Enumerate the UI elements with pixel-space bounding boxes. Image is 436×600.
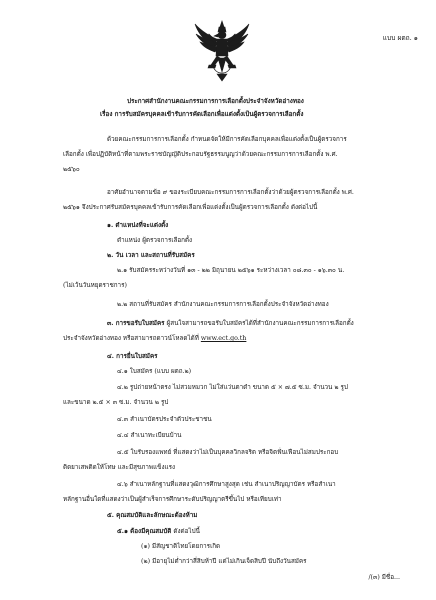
page-continuation: /(๓) มีชื่อ...	[368, 574, 400, 581]
subject-line	[100, 111, 303, 119]
section-4-6: ๔.๖ สำเนาหลักฐานที่แสดงวุฒิการศึกษาสูงสุด เช่น สำเนาปริญญาบัตร หรือสำเนา	[117, 481, 336, 488]
form-code: แบบ ผตถ. ๑	[382, 34, 418, 42]
section-4-1: ๔.๑ ใบสมัคร (แบบ ผตถ.๒)	[117, 368, 192, 375]
section-3-line	[107, 320, 354, 328]
qualification-1: (๑) มีสัญชาติไทยโดยการเกิด	[141, 543, 221, 550]
authority-line: ๒๕๖๑ จึงประกาศรับสมัครบุคคลเข้ารับการคัดเลือกเพื่อแต่งตั้งเป็นผู้ตรวจการเลือกตั้ง ดังต่อไปนี้	[63, 204, 318, 211]
qualification-2: (๒) มีอายุไม่ต่ำกว่าสี่สิบห้าปี แต่ไม่เกินเจ็ดสิบปี นับถึงวันสมัคร	[141, 558, 307, 565]
section-3-heading: ๓. การขอรับใบสมัคร	[107, 320, 165, 327]
authority-line: อาศัยอำนาจตามข้อ ๙ ของระเบียบคณะกรรมการการเลือกตั้งว่าด้วยผู้ตรวจการเลือกตั้ง พ.ศ.	[107, 189, 354, 196]
section-2-1-cont: (ไม่เว้นวันหยุดราชการ)	[63, 282, 127, 289]
announcement-title: ประกาศสำนักงานคณะกรรมการการเลือกตั้งประจำจังหวัดอ่างทอง	[127, 98, 304, 105]
intro-line: เลือกตั้ง เพื่อปฏิบัติหน้าที่ตามพระราชบัญญัติประกอบรัฐธรรมนูญว่าด้วยคณะกรรมการการเลือกตั้ง พ.ศ.	[63, 151, 338, 158]
section-3-line-2	[63, 335, 246, 343]
section-4-2: ๔.๒ รูปถ่ายหน้าตรง ไม่สวมหมวก ไม่ใส่แว่นตาดำ ขนาด ๕ × ๗.๕ ซ.ม. จำนวน ๒ รูป	[117, 384, 348, 391]
section-2-1: ๒.๑ รับสมัครระหว่างวันที่ ๑๓ - ๒๒ มิถุนายน ๒๕๖๑ ระหว่างเวลา ๐๘.๓๐ - ๑๖.๓๐ น.	[117, 267, 345, 274]
section-5-1-line	[117, 528, 200, 536]
section-3-text-2: ประจำจังหวัดอ่างทอง หรือสามารถดาวน์โหลดได้ที่	[63, 335, 201, 342]
section-4-4: ๔.๔ สำเนาทะเบียนบ้าน	[117, 432, 182, 439]
section-2-heading: ๒. วัน เวลา และสถานที่รับสมัคร	[107, 252, 195, 259]
section-4-5-cont: ติดยาเสพติดให้โทษ และมีสุขภาพแข็งแรง	[63, 464, 176, 471]
section-1-text: ตำแหน่ง ผู้ตรวจการเลือกตั้ง	[117, 237, 193, 244]
subject-label: เรื่อง	[100, 111, 113, 118]
garuda-emblem-icon	[193, 20, 251, 82]
section-4-2-cont: และขนาด ๒.๕ × ๓ ซ.ม. จำนวน ๒ รูป	[63, 399, 169, 406]
section-5-1-heading: ๕.๑ ต้องมีคุณสมบัติ	[117, 528, 172, 535]
section-5-1-text: ดังต่อไปนี้	[171, 528, 200, 535]
section-2-2: ๒.๒ สถานที่รับสมัคร สำนักงานคณะกรรมการการเลือกตั้งประจำจังหวัดอ่างทอง	[117, 301, 329, 308]
ect-website-link[interactable]: www.ect.go.th	[200, 335, 247, 342]
section-5-heading: ๕. คุณสมบัติและลักษณะต้องห้าม	[107, 512, 198, 519]
intro-line: ด้วยคณะกรรมการการเลือกตั้ง กำหนดจัดให้มีการคัดเลือกบุคคลเพื่อแต่งตั้งเป็นผู้ตรวจการ	[107, 136, 347, 143]
section-4-6-cont: หลักฐานอื่นใดที่แสดงว่าเป็นผู้สำเร็จการศึกษาระดับปริญญาตรีขึ้นไป หรือเทียบเท่า	[63, 496, 282, 503]
section-4-3: ๔.๓ สำเนาบัตรประจำตัวประชาชน	[117, 416, 212, 423]
intro-line: ๒๕๖๐	[63, 166, 80, 173]
section-1-heading: ๑. ตำแหน่งที่จะแต่งตั้ง	[107, 222, 169, 229]
section-3-text: ผู้สนใจสามารถขอรับใบสมัครได้ที่สำนักงานคณะกรรมการการเลือกตั้ง	[164, 320, 354, 327]
section-4-heading: ๔. การยื่นใบสมัคร	[107, 353, 158, 360]
section-4-5: ๔.๕ ใบรับรองแพทย์ ที่แสดงว่าไม่เป็นบุคคลวิกลจริต หรือจิตฟั่นเฟือนไม่สมประกอบ	[117, 449, 339, 456]
subject-text: การรับสมัครบุคคลเข้ารับการคัดเลือกเพื่อแต่งตั้งเป็นผู้ตรวจการเลือกตั้ง	[114, 111, 304, 118]
